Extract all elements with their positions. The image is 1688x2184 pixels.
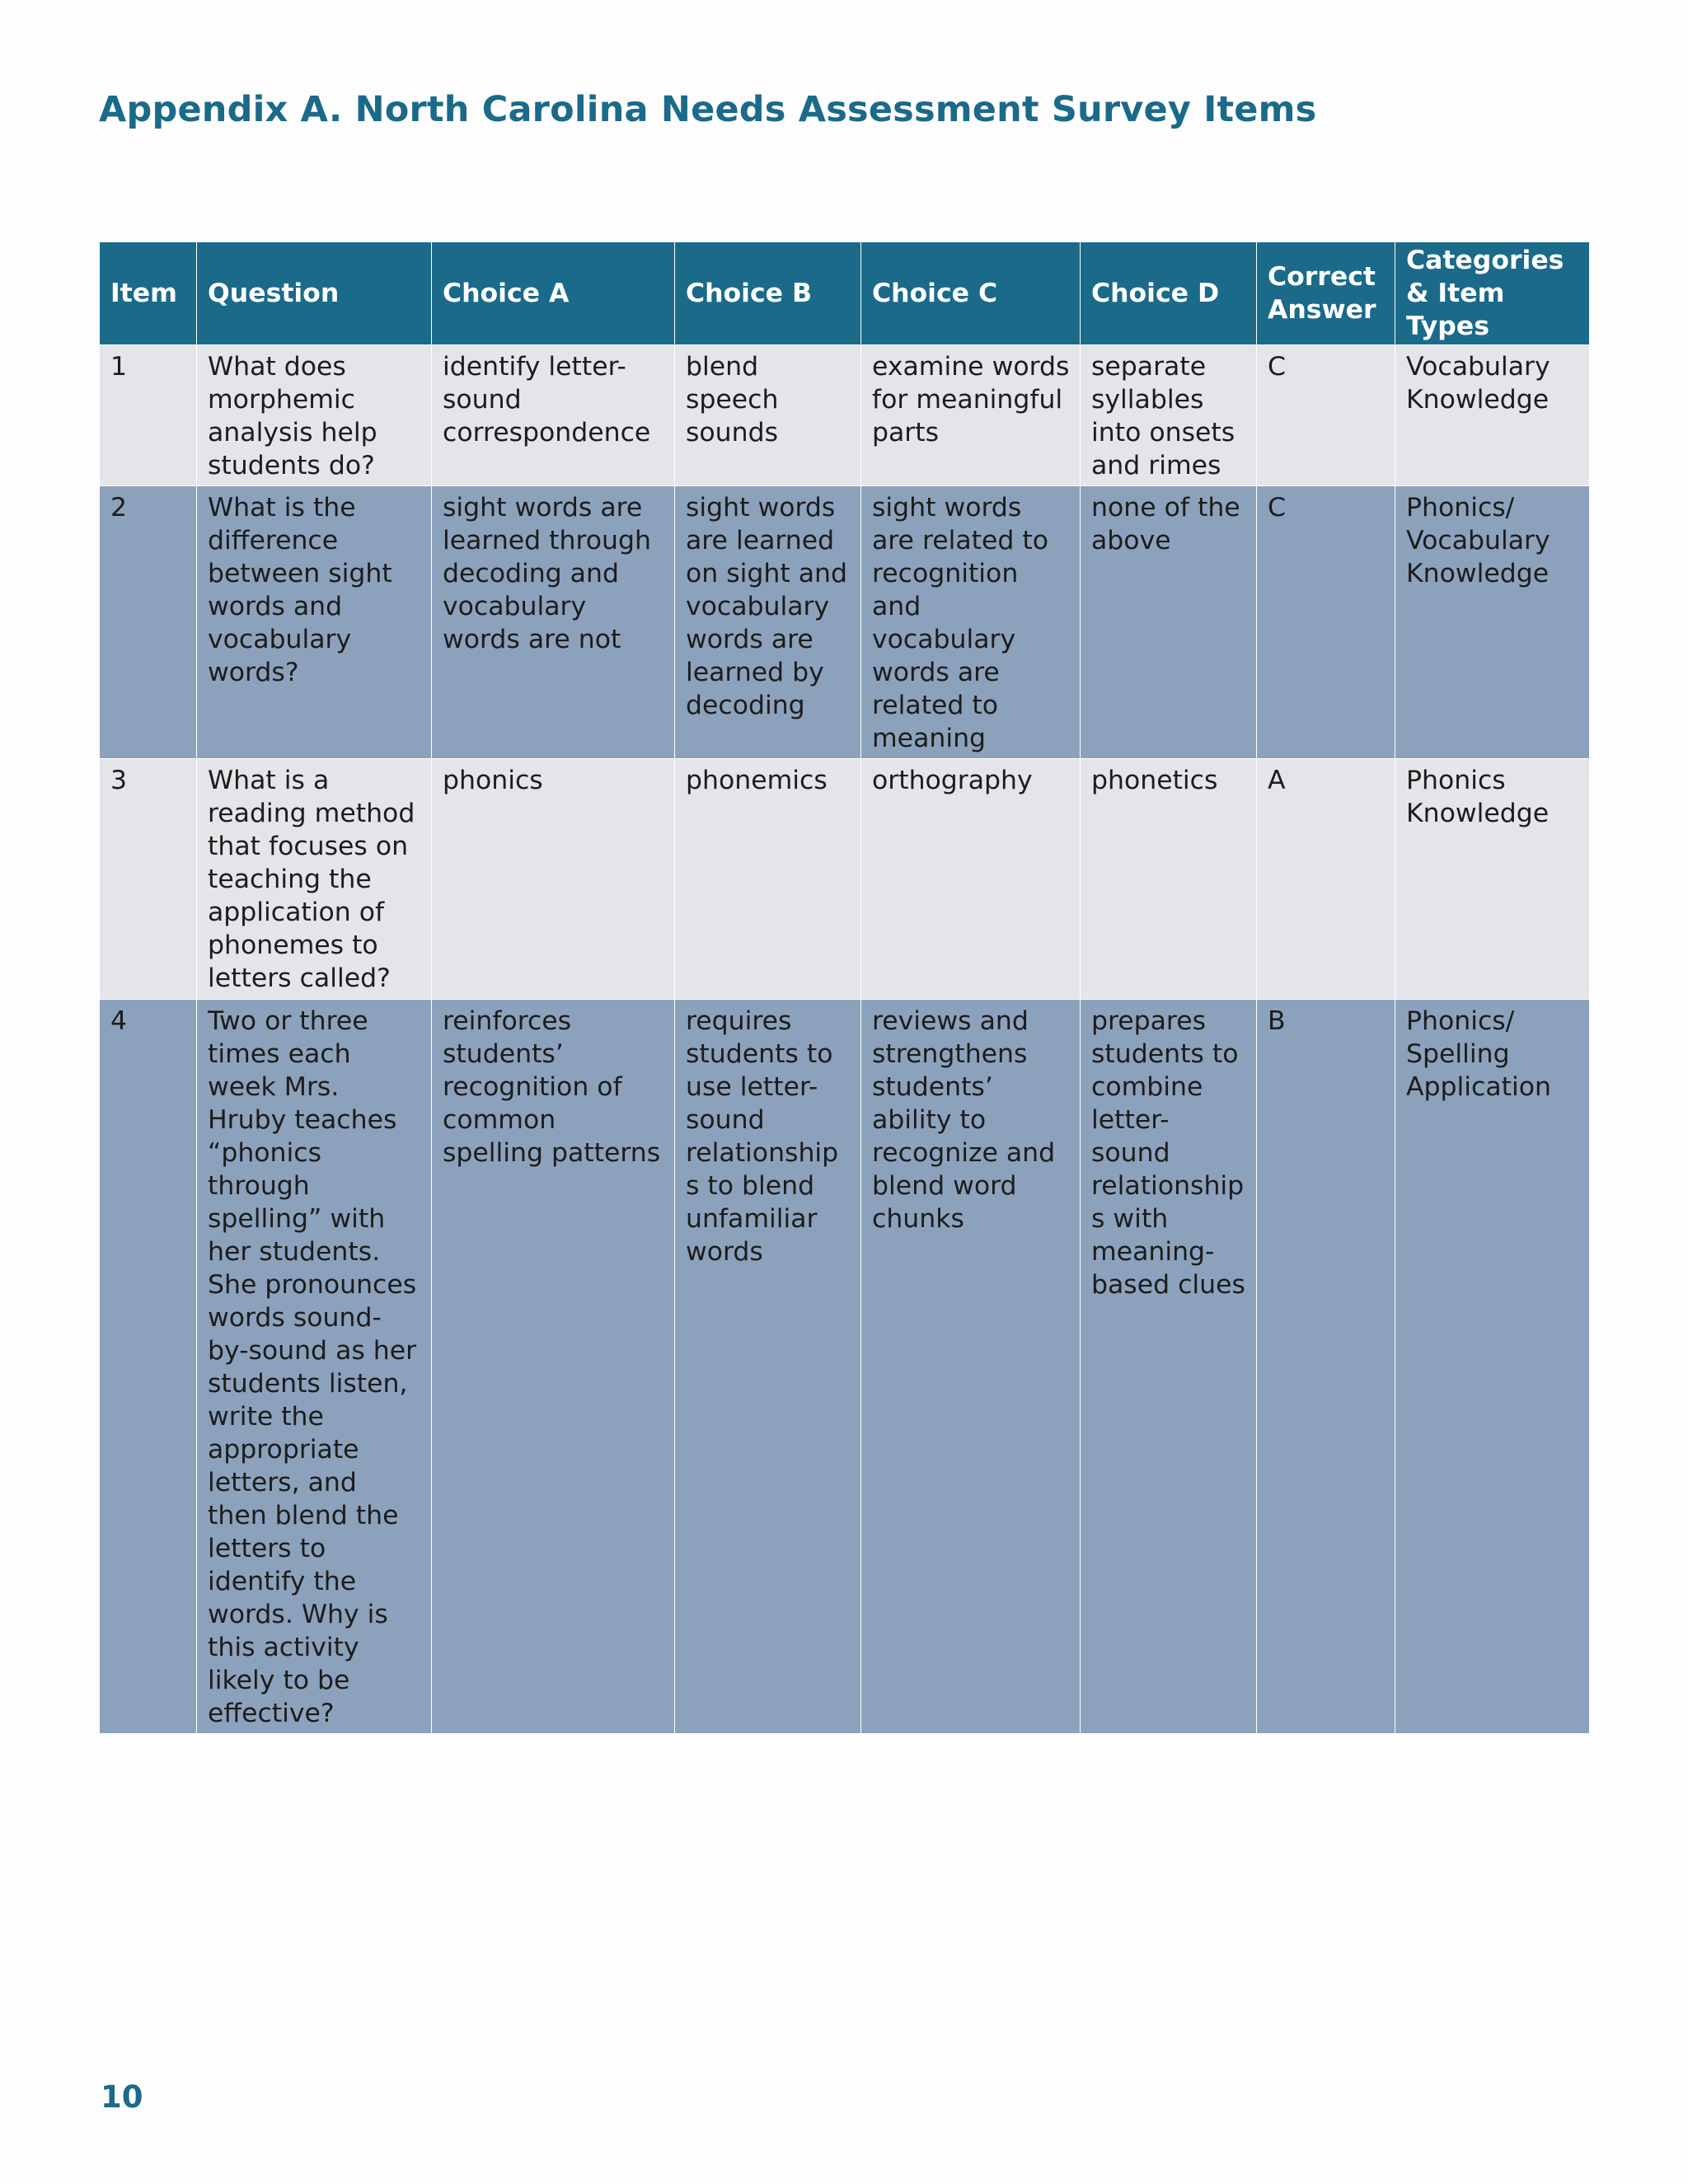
table-row [100,1000,1590,1734]
choice-a-cell: reinforces students’ recognition of common spelling patterns [432,1000,675,1734]
choice-a-cell: sight words are learned through decoding and vocabulary words are not [432,486,675,759]
header-row [100,242,1590,345]
correct-answer-cell: A [1257,759,1395,1000]
choice-d-cell: none of the above [1081,486,1257,759]
correct-answer-cell: B [1257,1000,1395,1734]
header-question: Question [197,242,432,345]
category-cell: Vocabulary Knowledge [1395,345,1590,486]
choice-d-cell: prepares students to combine letter-sound relationships with meaning-based clues [1081,1000,1257,1734]
choice-d-cell: separate syllables into onsets and rimes [1081,345,1257,486]
question-cell: Two or three times each week Mrs. Hruby teaches “phonics through spelling” with her students. She pronounces words sound-by-sound as her students listen, write the appropriate letters, and then blend the letters to identify the words. Why is this activity likely to be effective? [197,1000,432,1734]
category-cell: Phonics Knowledge [1395,759,1590,1000]
header-choice-d: Choice D [1081,242,1257,345]
header-choice-c: Choice C [861,242,1081,345]
choice-b-cell: sight words are learned on sight and vocabulary words are learned by decoding [675,486,861,759]
question-cell: What is the difference between sight words and vocabulary words? [197,486,432,759]
choice-a-cell: identify letter-sound correspondence [432,345,675,486]
choice-d-cell: phonetics [1081,759,1257,1000]
choice-c-cell: reviews and strengthens students’ ability to recognize and blend word chunks [861,1000,1081,1734]
page-title: Appendix A. North Carolina Needs Assessment Survey Items [99,89,1317,130]
header-choice-a: Choice A [432,242,675,345]
choice-b-cell: requires students to use letter-sound relationships to blend unfamiliar words [675,1000,861,1734]
header-choice-b: Choice B [675,242,861,345]
header-correct-answer: Correct Answer [1257,242,1395,345]
table-row [100,486,1590,759]
choice-c-cell: sight words are related to recognition and vocabulary words are related to meaning [861,486,1081,759]
question-cell: What does morphemic analysis help students do? [197,345,432,486]
choice-a-cell: phonics [432,759,675,1000]
page-number: 10 [101,2079,143,2115]
choice-b-cell: phonemics [675,759,861,1000]
item-number: 1 [100,345,197,486]
correct-answer-cell: C [1257,486,1395,759]
item-number: 4 [100,1000,197,1734]
item-number: 3 [100,759,197,1000]
question-cell: What is a reading method that focuses on teaching the application of phonemes to letters called? [197,759,432,1000]
correct-answer-cell: C [1257,345,1395,486]
category-cell: Phonics/ Vocabulary Knowledge [1395,486,1590,759]
table-row [100,759,1590,1000]
header-item: Item [100,242,197,345]
choice-c-cell: orthography [861,759,1081,1000]
survey-items-table [99,241,1590,1734]
category-cell: Phonics/ Spelling Application [1395,1000,1590,1734]
choice-c-cell: examine words for meaningful parts [861,345,1081,486]
item-number: 2 [100,486,197,759]
choice-b-cell: blend speech sounds [675,345,861,486]
header-category: Categories & Item Types [1395,242,1590,345]
table-row [100,345,1590,486]
